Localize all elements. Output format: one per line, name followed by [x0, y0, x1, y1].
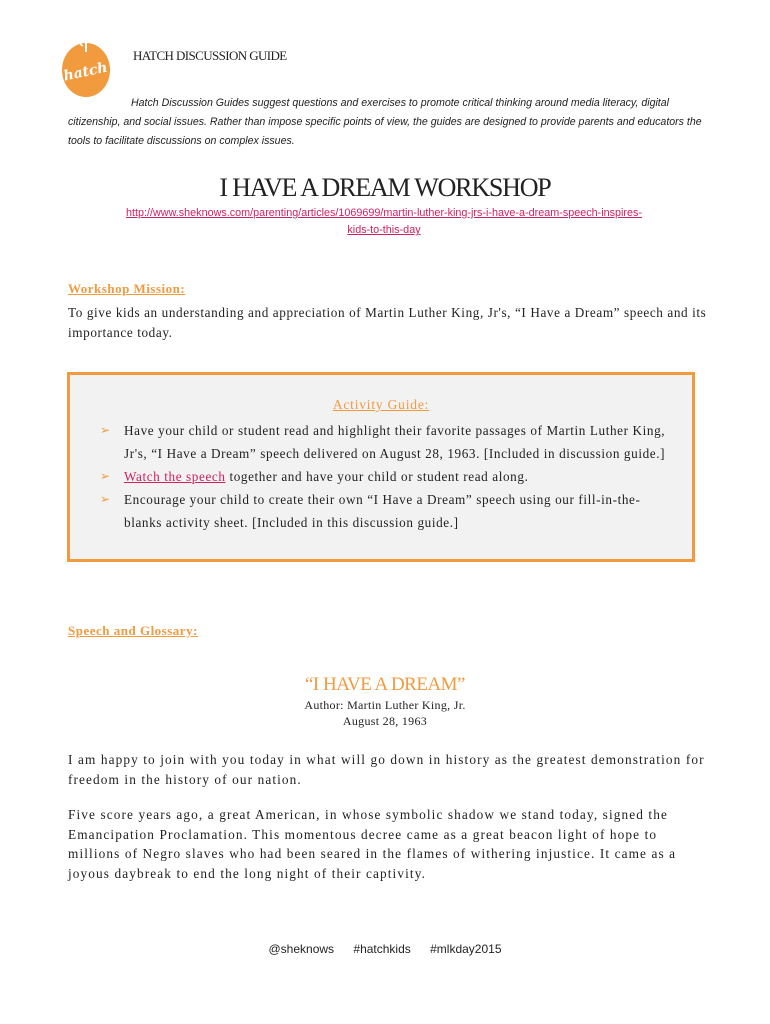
- speech-date: August 28, 1963: [342, 714, 428, 728]
- mission-heading: Workshop Mission:: [68, 281, 186, 296]
- activity-item-text: Have your child or student read and highlight their favorite passages of Martin Luther King, Jr's, “I Have a Dream” speech delivered on August 28, 1963. [Included in discussion guide.]: [124, 423, 666, 461]
- activity-item: [100, 419, 678, 465]
- speech-paragraph-2: Five score years ago, a great American, in whose symbolic shadow we stand today, signed the Emancipation Proclamation. This momentous decree came as a great beacon light of hope to millions of Negro slaves who had been seared in the flames of withering injustice. It came as a joyous daybreak to end the long night of their captivity.: [68, 807, 677, 881]
- activity-list: [100, 419, 678, 534]
- page-title: I HAVE A DREAM WORKSHOP: [219, 173, 551, 202]
- watch-speech-link[interactable]: Watch the speech: [124, 469, 226, 484]
- speech-section-heading: Speech and Glossary:: [68, 623, 198, 638]
- article-link[interactable]: [64, 205, 704, 239]
- mission-text: To give kids an understanding and appreciation of Martin Luther King, Jr's, “I Have a Dream” speech and its importance today.: [68, 305, 707, 340]
- activity-heading: Activity Guide:: [332, 397, 430, 412]
- activity-item: [100, 488, 678, 534]
- arrow-bullet-icon: ➢: [100, 492, 111, 506]
- footer-hashtags: [0, 942, 770, 956]
- activity-item-text: together and have your child or student read along.: [225, 469, 529, 484]
- footer-tag-hatchkids: #hatchkids: [353, 942, 411, 956]
- speech-title: “I HAVE A DREAM”: [304, 674, 465, 695]
- arrow-bullet-icon: ➢: [100, 423, 111, 437]
- speech-paragraph-1: I am happy to join with you today in what will go down in history as the greatest demonstration for freedom in the history of our nation.: [68, 752, 705, 787]
- activity-item-text: Encourage your child to create their own “I Have a Dream” speech using our fill-in-the-blanks activity sheet. [Included in this discussion guide.]: [124, 492, 641, 530]
- intro-paragraph: Hatch Discussion Guides suggest questions and exercises to promote critical thinking around media literacy, digital citizenship, and social issues. Rather than impose specific points of view, the guides are designed to provide parents and educators the tools to facilitate discussions on complex issues.: [68, 97, 702, 147]
- article-link-line-1[interactable]: http://www.sheknows.com/parenting/articles/1069699/martin-luther-king-jrs-i-have-a-dream-speech-inspires-: [125, 207, 643, 219]
- speech-author: Author: Martin Luther King, Jr.: [304, 698, 466, 712]
- footer-tag-mlkday: #mlkday2015: [430, 942, 502, 956]
- hatch-logo: [56, 36, 118, 98]
- guide-title: HATCH DISCUSSION GUIDE: [133, 48, 287, 63]
- article-link-line-2[interactable]: kids-to-this-day: [347, 224, 421, 236]
- activity-item: [100, 465, 678, 488]
- arrow-bullet-icon: ➢: [100, 469, 111, 483]
- logo-text: hatch: [62, 59, 109, 85]
- footer-tag-sheknows: @sheknows: [268, 942, 335, 956]
- activity-guide-box: [67, 372, 695, 562]
